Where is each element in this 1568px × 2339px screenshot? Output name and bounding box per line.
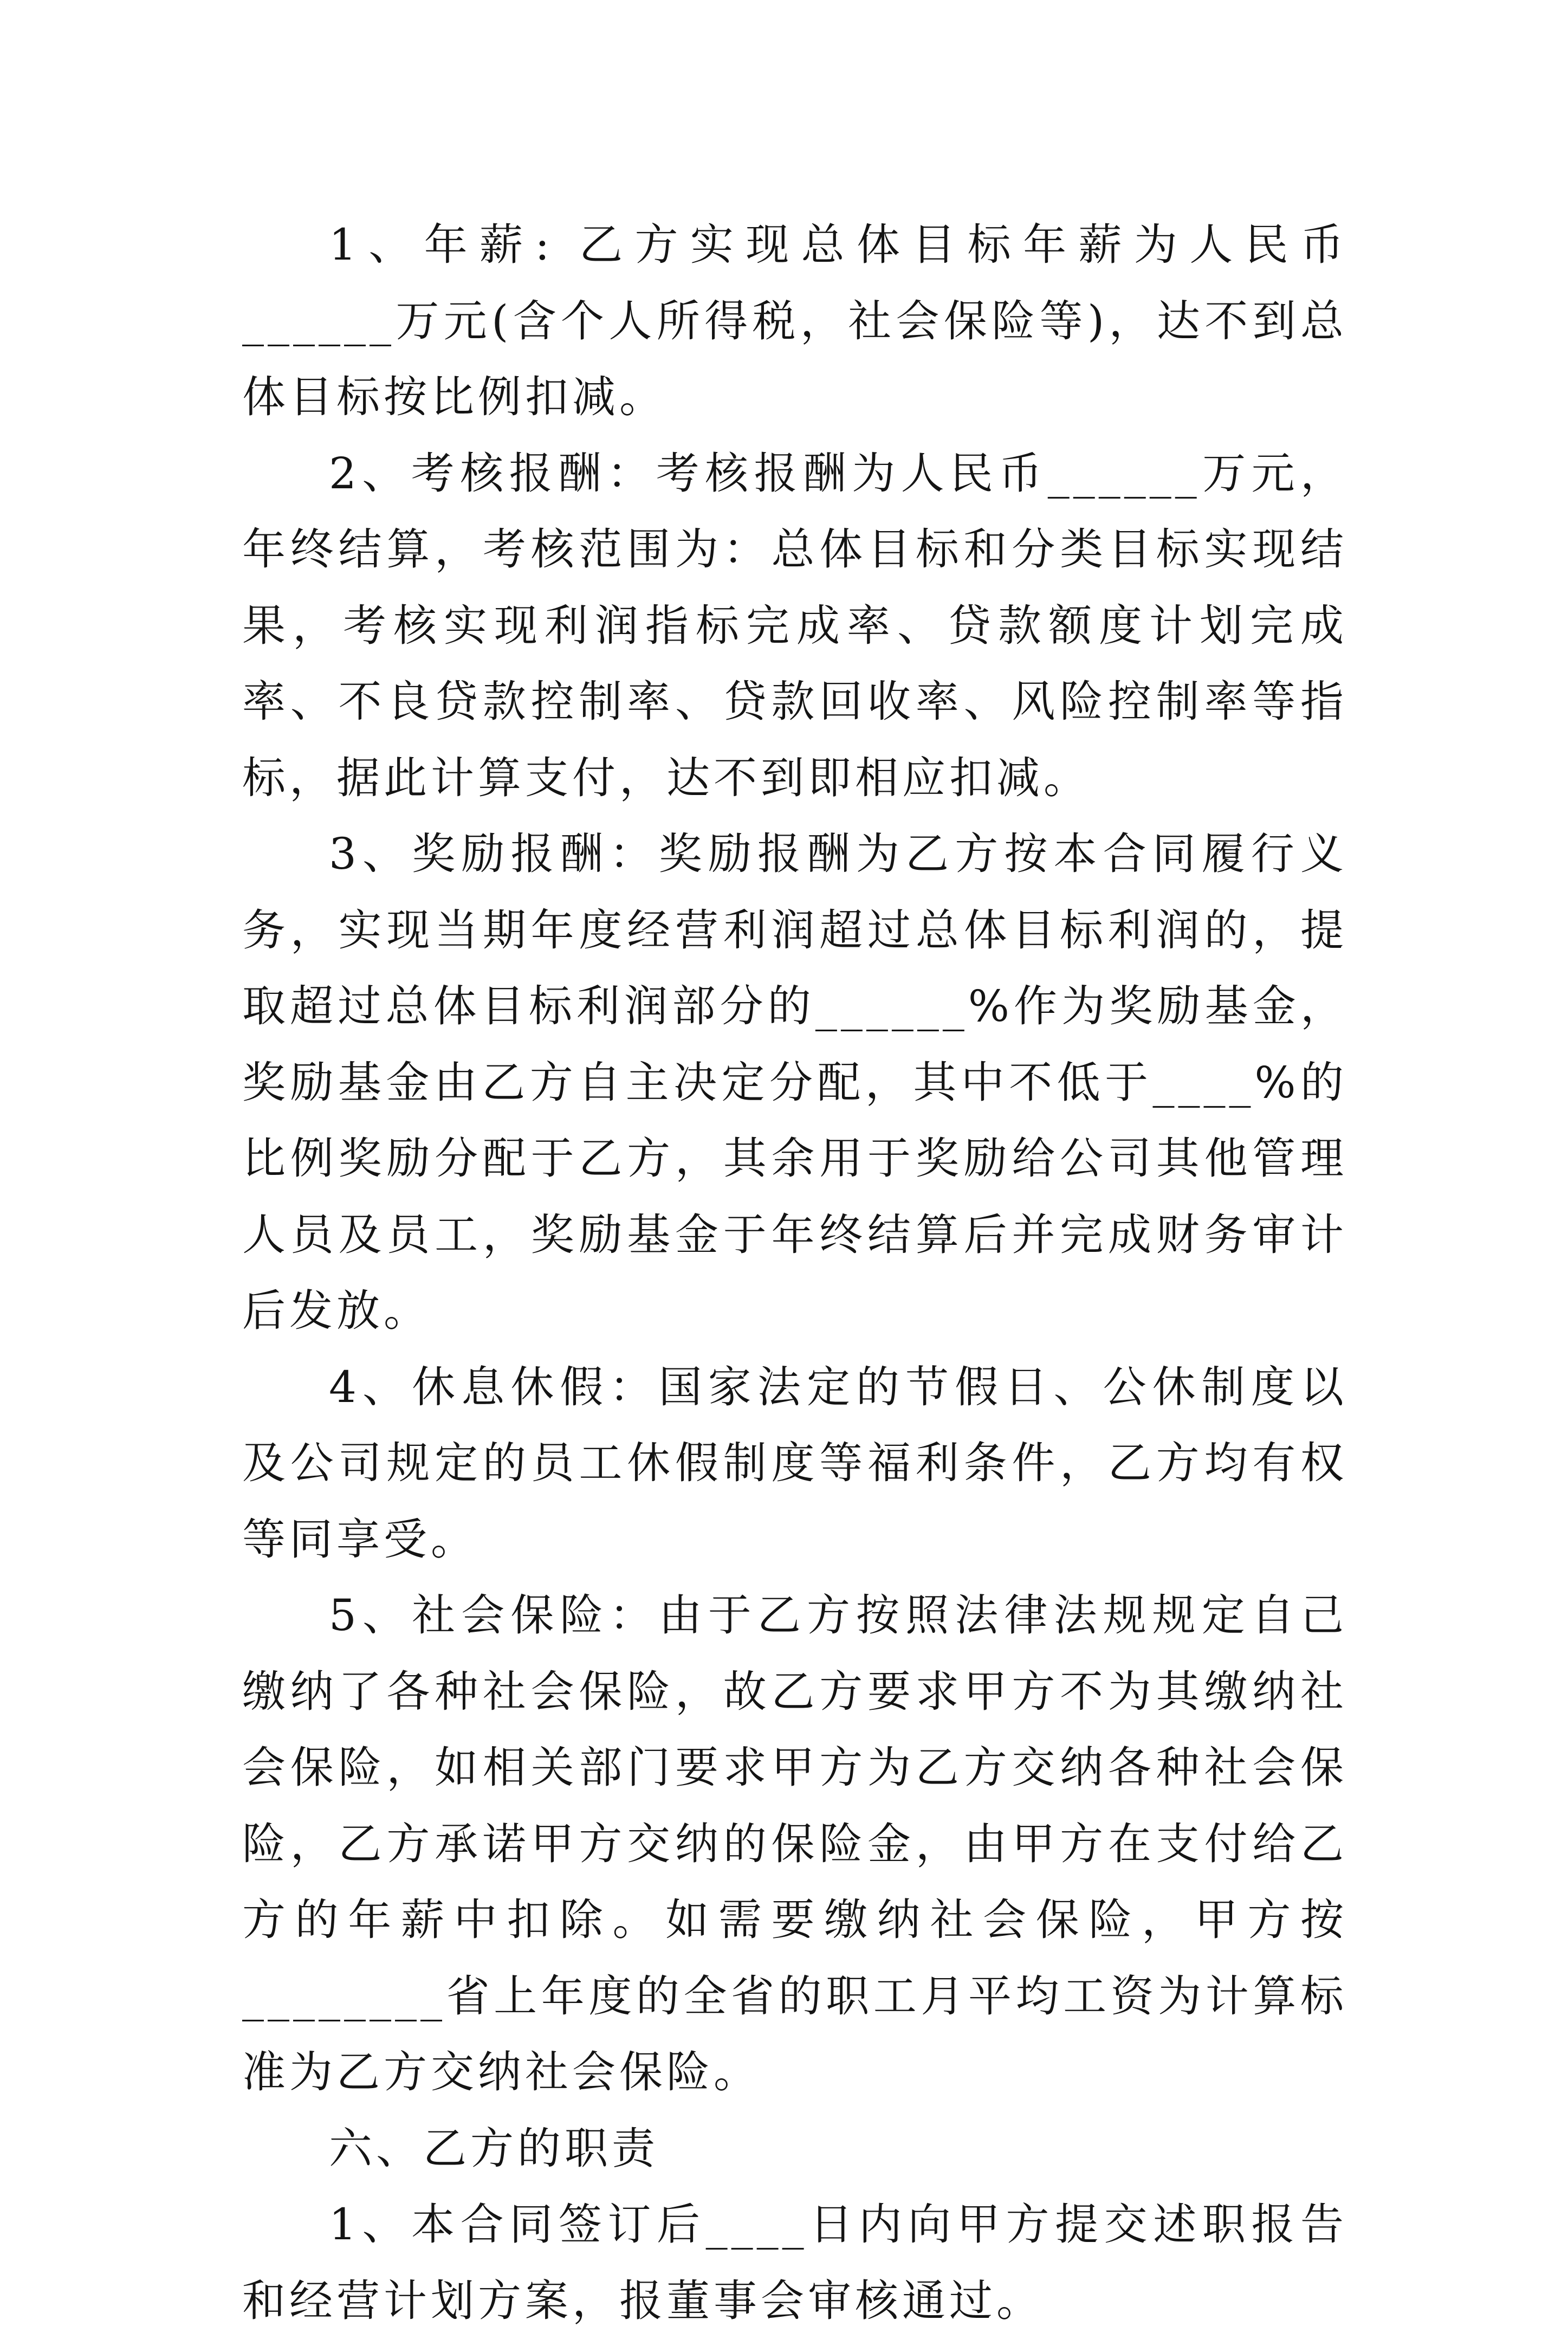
paragraph-assessment-pay: 2、考核报酬：考核报酬为人民币______万元，年终结算，考核范围为：总体目标和分类目标实现结果，考核实现利润指标完成率、贷款额度计划完成率、不良贷款控制率、贷款回收率、风险控制率等指标，据此计算支付，达不到即相应扣减。 — [242, 448, 1347, 803]
document-body — [242, 207, 1347, 2339]
paragraph-reward-pay: 3、奖励报酬：奖励报酬为乙方按本合同履行义务，实现当期年度经营利润超过总体目标利润的，提取超过总体目标利润部分的______%作为奖励基金，奖励基金由乙方自主决定分配，其中不低于____%的比例奖励分配于乙方，其余用于奖励给公司其他管理人员及员工，奖励基金于年终结算后并完成财务审计后发放。 — [242, 829, 1347, 1336]
paragraph-duty-report: 1、本合同签订后____日内向甲方提交述职报告和经营计划方案，报董事会审核通过。 — [242, 2199, 1347, 2326]
paragraph-rest-leave: 4、休息休假：国家法定的节假日、公休制度以及公司规定的员工休假制度等福利条件，乙方均有权等同享受。 — [242, 1361, 1347, 1565]
section-heading-party-b-duties: 六、乙方的职责 — [329, 2123, 659, 2174]
paragraph-social-insurance: 5、社会保险：由于乙方按照法律法规规定自己缴纳了各种社会保险，故乙方要求甲方不为其缴纳社会保险，如相关部门要求甲方为乙方交纳各种社会保险，乙方承诺甲方交纳的保险金，由甲方在支付给乙方的年薪中扣除。如需要缴纳社会保险，甲方按________省上年度的全省的职工月平均工资为计算标准为乙方交纳社会保险。 — [242, 1590, 1347, 2097]
paragraph-annual-salary: 1、年薪: 乙方实现总体目标年薪为人民币______万元(含个人所得税，社会保险等)，达不到总体目标按比例扣减。 — [242, 219, 1347, 422]
